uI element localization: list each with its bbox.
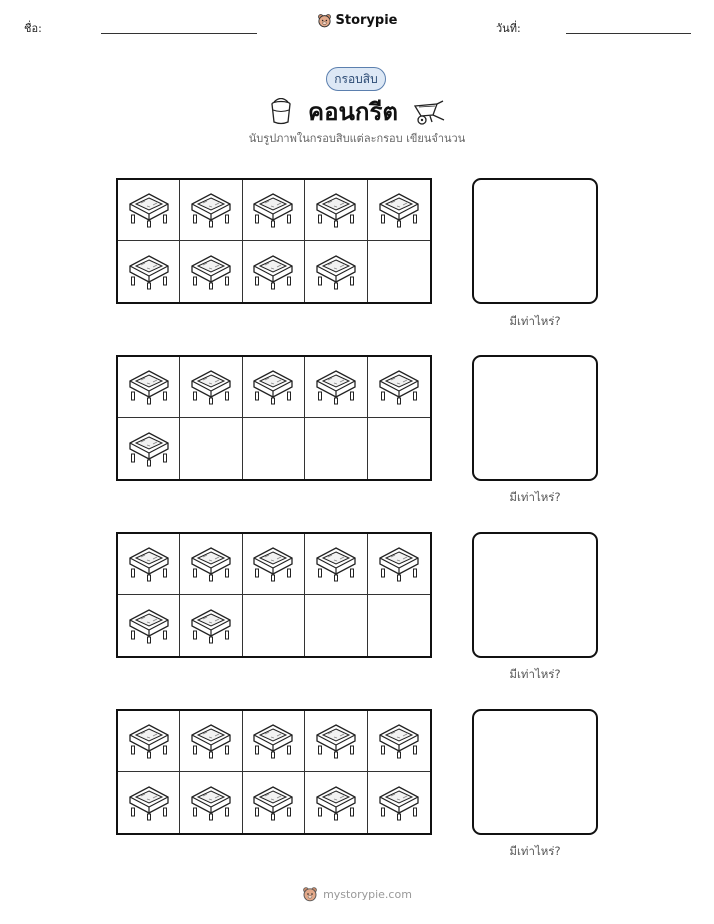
frame-cell <box>118 418 180 479</box>
date-line[interactable] <box>566 33 691 34</box>
concrete-formwork-icon <box>378 188 420 232</box>
concrete-formwork-icon <box>252 781 294 825</box>
concrete-formwork-icon <box>252 250 294 294</box>
frame-cell <box>368 711 430 772</box>
frame-cell <box>118 357 180 418</box>
concrete-formwork-icon <box>315 719 357 763</box>
frame-cell <box>118 711 180 772</box>
name-line[interactable] <box>101 33 257 34</box>
frame-cell <box>243 241 305 302</box>
frame-cell <box>243 534 305 595</box>
footer-url: mystorypie.com <box>323 887 412 901</box>
frame-cell <box>305 595 367 656</box>
brand-logo <box>0 13 714 28</box>
ten-frame-3 <box>116 532 432 658</box>
concrete-formwork-icon <box>128 250 170 294</box>
worksheet-type-badge <box>326 67 386 91</box>
frame-cell <box>180 418 242 479</box>
answer-box-4[interactable] <box>472 709 598 835</box>
question-3: มีเท่าไหร่? <box>509 667 561 681</box>
frame-cell <box>368 534 430 595</box>
frame-cell <box>180 711 242 772</box>
frame-cell <box>243 357 305 418</box>
frame-cell <box>118 595 180 656</box>
concrete-formwork-icon <box>190 719 232 763</box>
page-title: คอนกรีต <box>308 98 398 126</box>
frame-cell <box>368 241 430 302</box>
frame-cell <box>305 418 367 479</box>
bear-mascot-icon <box>317 13 332 28</box>
question-4: มีเท่าไหร่? <box>509 844 561 858</box>
concrete-formwork-icon <box>128 781 170 825</box>
concrete-formwork-icon <box>190 542 232 586</box>
concrete-formwork-icon <box>190 250 232 294</box>
concrete-formwork-icon <box>315 542 357 586</box>
concrete-formwork-icon <box>190 781 232 825</box>
frame-cell <box>243 772 305 833</box>
frame-cell <box>305 180 367 241</box>
answer-box-2[interactable] <box>472 355 598 481</box>
concrete-formwork-icon <box>315 250 357 294</box>
frame-cell <box>180 534 242 595</box>
frame-cell <box>368 357 430 418</box>
badge-label: กรอบสิบ <box>334 71 378 86</box>
frame-cell <box>243 711 305 772</box>
frame-cell <box>180 595 242 656</box>
frame-cell <box>305 711 367 772</box>
ten-frame-4 <box>116 709 432 835</box>
brand-name: Storypie <box>335 13 398 28</box>
question-2: มีเท่าไหร่? <box>509 490 561 504</box>
answer-box-3[interactable] <box>472 532 598 658</box>
frame-cell <box>243 180 305 241</box>
bear-mascot-icon <box>302 886 318 902</box>
concrete-formwork-icon <box>252 365 294 409</box>
concrete-formwork-icon <box>252 719 294 763</box>
concrete-formwork-icon <box>190 604 232 648</box>
concrete-formwork-icon <box>252 188 294 232</box>
concrete-formwork-icon <box>128 427 170 471</box>
footer <box>0 886 714 902</box>
frame-cell <box>243 418 305 479</box>
frame-cell <box>180 180 242 241</box>
answer-box-1[interactable] <box>472 178 598 304</box>
concrete-formwork-icon <box>252 542 294 586</box>
frame-cell <box>368 418 430 479</box>
concrete-formwork-icon <box>128 719 170 763</box>
concrete-formwork-icon <box>378 365 420 409</box>
frame-cell <box>243 595 305 656</box>
frame-cell <box>118 534 180 595</box>
frame-cell <box>118 241 180 302</box>
date-label: วันที่: <box>496 22 521 35</box>
frame-cell <box>305 534 367 595</box>
question-1: มีเท่าไหร่? <box>509 314 561 328</box>
concrete-formwork-icon <box>128 365 170 409</box>
concrete-formwork-icon <box>315 188 357 232</box>
concrete-formwork-icon <box>128 542 170 586</box>
title-row <box>0 92 714 131</box>
ten-frame-2 <box>116 355 432 481</box>
concrete-formwork-icon <box>128 604 170 648</box>
concrete-formwork-icon <box>378 542 420 586</box>
instructions: นับรูปภาพในกรอบสิบแต่ละกรอบ เขียนจำนวน <box>248 132 466 145</box>
concrete-formwork-icon <box>378 719 420 763</box>
frame-cell <box>118 772 180 833</box>
wheelbarrow-icon <box>412 98 446 126</box>
frame-cell <box>305 772 367 833</box>
frame-cell <box>180 357 242 418</box>
concrete-formwork-icon <box>378 781 420 825</box>
frame-cell <box>180 772 242 833</box>
concrete-formwork-icon <box>190 365 232 409</box>
frame-cell <box>305 241 367 302</box>
frame-cell <box>118 180 180 241</box>
frame-cell <box>305 357 367 418</box>
frame-cell <box>180 241 242 302</box>
concrete-formwork-icon <box>190 188 232 232</box>
concrete-formwork-icon <box>315 365 357 409</box>
concrete-formwork-icon <box>128 188 170 232</box>
frame-cell <box>368 772 430 833</box>
concrete-formwork-icon <box>315 781 357 825</box>
frame-cell <box>368 595 430 656</box>
bucket-icon <box>268 98 294 126</box>
name-label: ชื่อ: <box>24 22 42 35</box>
frame-cell <box>368 180 430 241</box>
ten-frame-1 <box>116 178 432 304</box>
